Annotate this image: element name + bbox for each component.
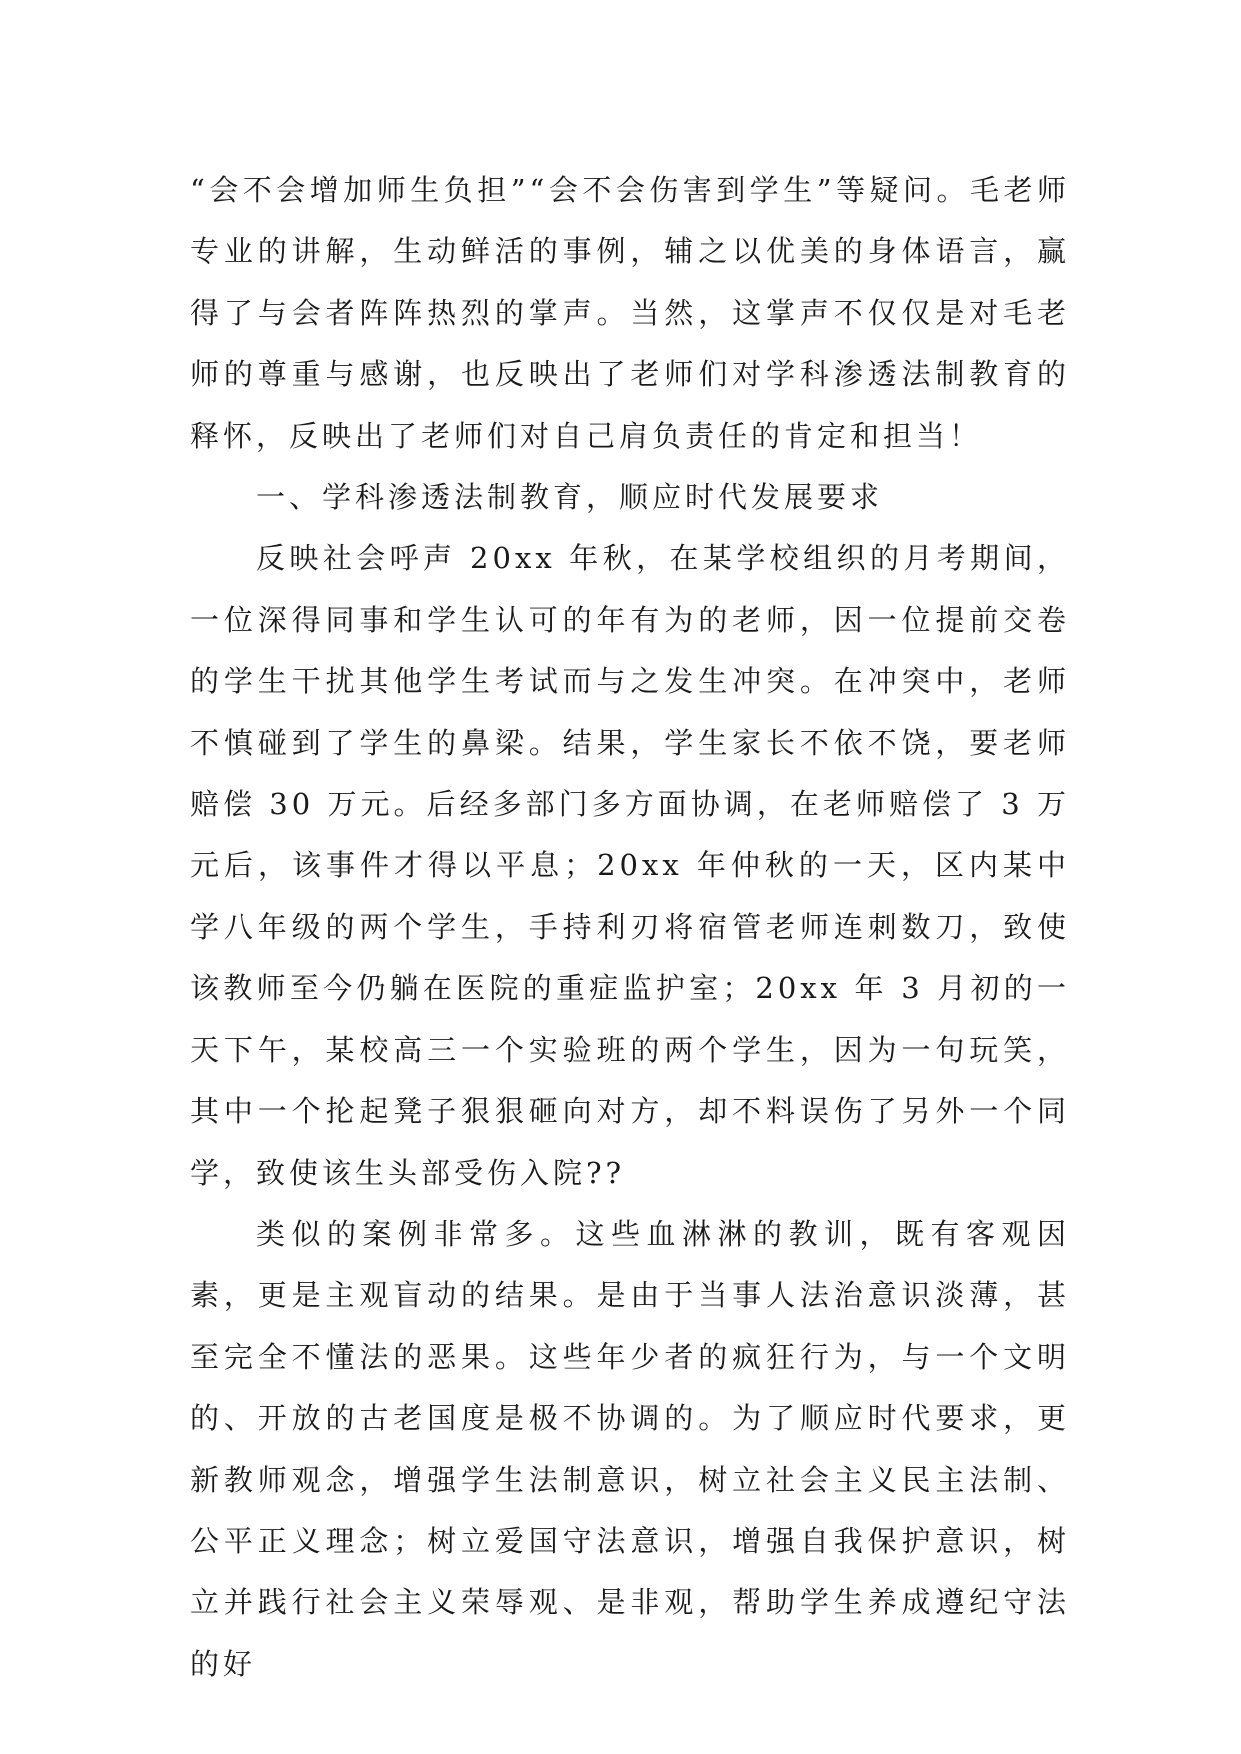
document-body xyxy=(190,160,1070,1695)
paragraph-analysis: 类似的案例非常多。这些血淋淋的教训，既有客观因素，更是主观盲动的结果。是由于当事人法治意识淡薄，甚至完全不懂法的恶果。这些年少者的疯狂行为，与一个文明的、开放的古老国度是极不协调的。为了顺应时代要求，更新教师观念，增强学生法制意识，树立社会主义民主法制、公平正义理念；树立爱国守法意识，增强自我保护意识，树立并践行社会主义荣辱观、是非观，帮助学生养成遵纪守法的好 xyxy=(190,1216,1070,1681)
section-heading: 一、学科渗透法制教育，顺应时代发展要求 xyxy=(256,480,884,515)
paragraph-cases: 反映社会呼声 20xx 年秋，在某学校组织的月考期间，一位深得同事和学生认可的年有为的老师，因一位提前交卷的学生干扰其他学生考试而与之发生冲突。在冲突中，老师不慎碰到了学生的鼻梁。结果，学生家长不依不饶，要老师赔偿 30 万元。后经多部门多方面协调，在老师赔偿了 3 万元后，该事件才得以平息；20xx 年仲秋的一天，区内某中学八年级的两个学生，手持利刃将宿管老师连刺数刀，致使该教师至今仍躺在医院的重症监护室；20xx 年 3 月初的一天下午，某校高三一个实验班的两个学生，因为一句玩笑，其中一个抡起凳子狠狠砸向对方，却不料误伤了另外一个同学，致使该生头部受伤入院?? xyxy=(190,541,1070,1190)
paragraph-continuation: “会不会增加师生负担”“会不会伤害到学生”等疑问。毛老师专业的讲解，生动鲜活的事例，辅之以优美的身体语言，赢得了与会者阵阵热烈的掌声。当然，这掌声不仅仅是对毛老师的尊重与感谢，也反映出了老师们对学科渗透法制教育的释怀，反映出了老师们对自己肩负责任的肯定和担当！ xyxy=(190,173,1070,453)
